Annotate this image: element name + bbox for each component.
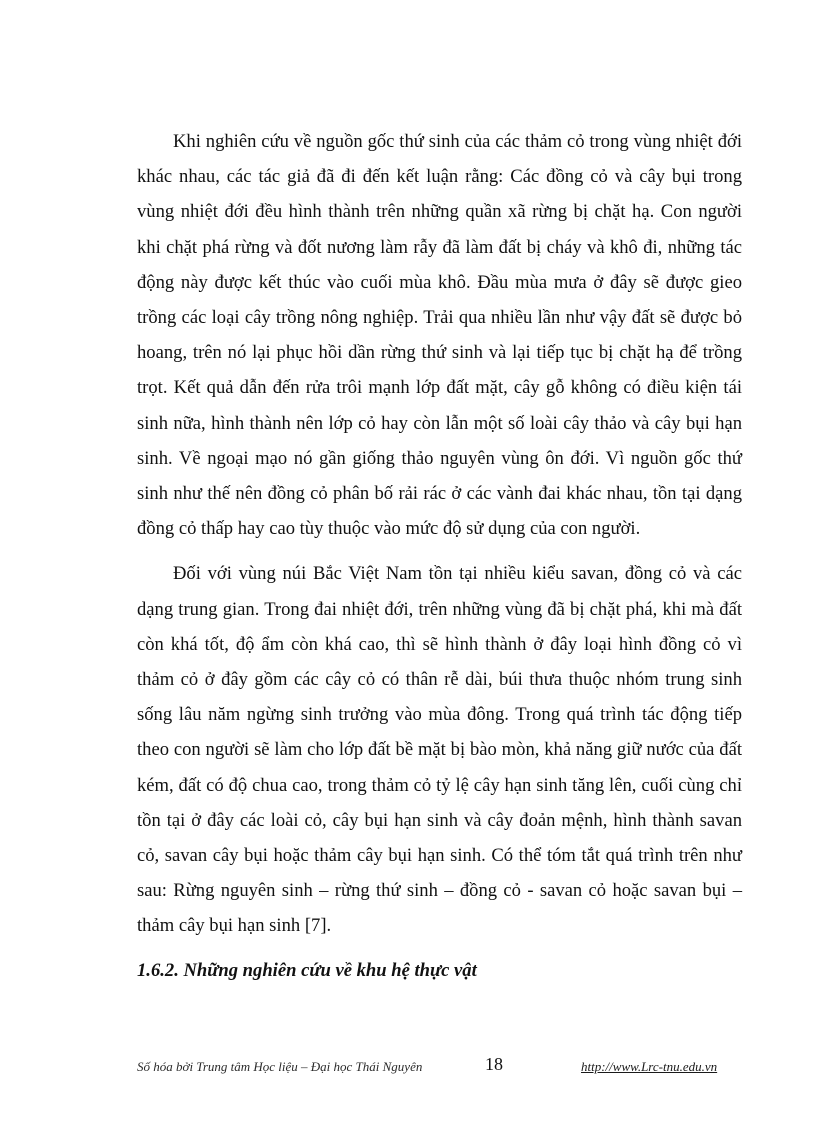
paragraph-origin-of-grasslands: Khi nghiên cứu về nguồn gốc thứ sinh của các thảm cỏ trong vùng nhiệt đới khác nhau, các tác giả đã đi đến kết luận rằng: Các đồng cỏ và cây bụi trong vùng nhiệt đới đều hình thành trên những quần xã rừng bị chặt hạ. Con người khi chặt phá rừng và đốt nương làm rẫy đã làm đất bị cháy và khô đi, những tác động này được kết thúc vào cuối mùa khô. Đầu mùa mưa ở đây sẽ được gieo trồng các loại cây trồng nông nghiệp. Trải qua nhiều lần như vậy đất sẽ được bỏ hoang, trên nó lại phục hồi dần rừng thứ sinh và lại tiếp tục bị chặt hạ để trồng trọt. Kết quả dẫn đến rửa trôi mạnh lớp đất mặt, cây gỗ không có điều kiện tái sinh nữa, hình thành nên lớp cỏ hay còn lẫn một số loài cây thảo và cây bụi hạn sinh. Về ngoại mạo nó gần giống thảo nguyên vùng ôn đới. Vì nguồn gốc thứ sinh như thế nên đồng cỏ phân bố rải rác ở các vành đai khác nhau, tồn tại dạng đồng cỏ thấp hay cao tùy thuộc vào mức độ sử dụng của con người. bbox=[137, 131, 742, 540]
page-footer bbox=[137, 1054, 742, 1078]
footer-website-link[interactable]: http://www.Lrc-tnu.edu.vn bbox=[581, 1059, 718, 1074]
footer-digitized-by: Số hóa bởi Trung tâm Học liệu – Đại học Thái Nguyên bbox=[137, 1059, 423, 1074]
page-number: 18 bbox=[485, 1054, 503, 1074]
section-heading: 1.6.2. Những nghiên cứu về khu hệ thực vật bbox=[137, 959, 477, 981]
body-text bbox=[137, 124, 742, 988]
paragraph-northern-vietnam-savanna: Đối với vùng núi Bắc Việt Nam tồn tại nhiều kiểu savan, đồng cỏ và các dạng trung gian. Trong đai nhiệt đới, trên những vùng đã bị chặt phá, khi mà đất còn khá tốt, độ ẩm còn khá cao, thì sẽ hình thành ở đây loại hình đồng cỏ vì thảm cỏ ở đây gồm các cây cỏ có thân rễ dài, búi thưa thuộc nhóm trung sinh sống lâu năm ngừng sinh trưởng vào mùa đông. Trong quá trình tác động tiếp theo con người sẽ làm cho lớp đất bề mặt bị bào mòn, khả năng giữ nước của đất kém, đất có độ chua cao, trong thảm cỏ tỷ lệ cây hạn sinh tăng lên, cuối cùng chỉ tồn tại ở đây các loài cỏ, cây bụi hạn sinh và cây đoản mệnh, hình thành savan cỏ, savan cây bụi hoặc thảm cây bụi hạn sinh. Có thể tóm tắt quá trình trên như sau: Rừng nguyên sinh – rừng thứ sinh – đồng cỏ - savan cỏ hoặc savan bụi – thảm cây bụi hạn sinh [7]. bbox=[137, 563, 742, 937]
